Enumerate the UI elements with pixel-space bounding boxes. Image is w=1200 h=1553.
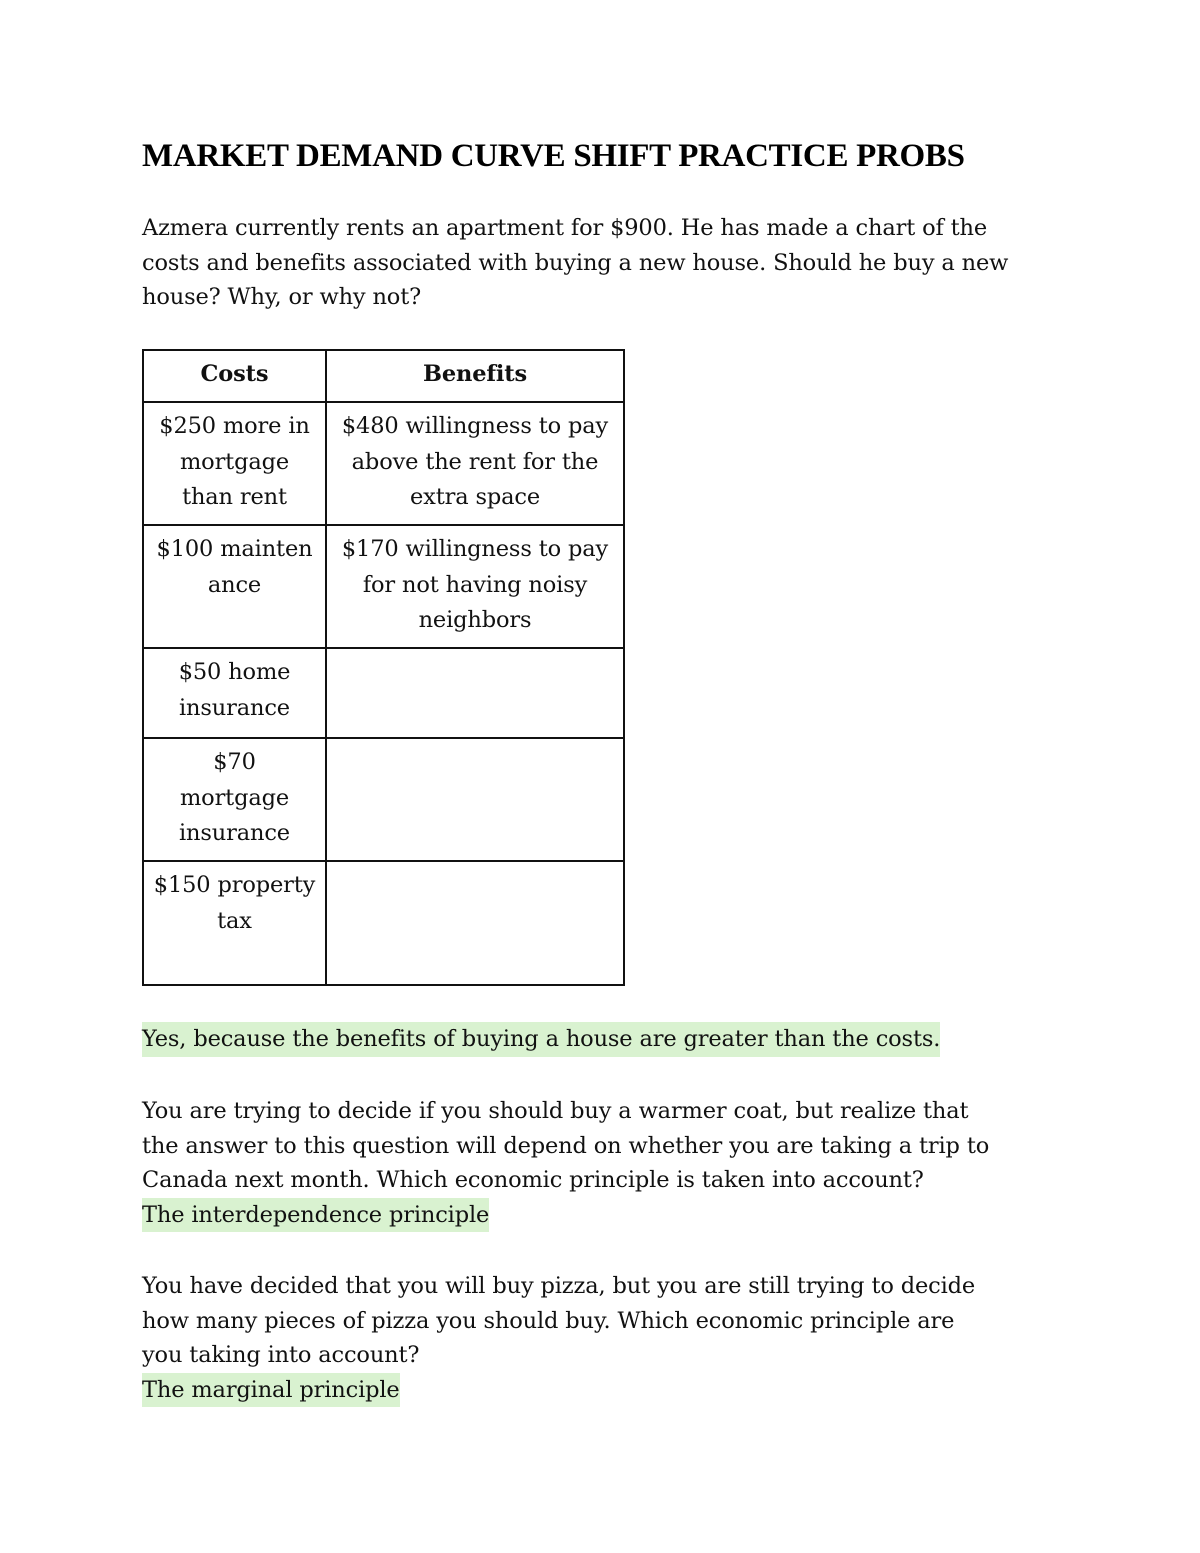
benefit-cell: $480 willingness to pay above the rent for the extra space: [326, 402, 624, 525]
cost-cell: $100 maintenance: [143, 525, 326, 648]
table-row: [143, 648, 624, 738]
cost-cell: $70 mortgage insurance: [143, 738, 326, 861]
table-row: [143, 525, 624, 648]
cost-cell: $150 property tax: [143, 861, 326, 985]
page-title: MARKET DEMAND CURVE SHIFT PRACTICE PROBS: [142, 138, 965, 174]
answer-1-highlight: Yes, because the benefits of buying a house are greater than the costs.: [142, 1022, 940, 1057]
answer-3-highlight: The marginal principle: [142, 1373, 400, 1408]
question-1-line: house? Why, or why not?: [142, 284, 422, 310]
question-3-line: how many pieces of pizza you should buy. Which economic principle are: [142, 1307, 955, 1334]
answer-1: [142, 1022, 1067, 1057]
cost-cell: $250 more in mortgage than rent: [143, 402, 326, 525]
costs-benefits-table: [142, 349, 625, 986]
question-1: [142, 211, 1067, 315]
table-row: [143, 861, 624, 985]
benefit-cell: [326, 861, 624, 985]
costs-header: Costs: [143, 350, 326, 402]
question-2-line: You are trying to decide if you should buy a warmer coat, but realize that: [142, 1098, 969, 1124]
question-1-line: Azmera currently rents an apartment for $900. He has made a chart of the: [142, 215, 988, 241]
table-row: [143, 402, 624, 525]
cost-cell: $50 home insurance: [143, 648, 326, 738]
question-1-line: costs and benefits associated with buying a new house. Should he buy a new: [142, 249, 1009, 276]
question-2-line: Canada next month. Which economic principle is taken into account?: [142, 1167, 924, 1193]
question-2-line: the answer to this question will depend on whether you are taking a trip to: [142, 1132, 990, 1159]
benefit-cell: $170 willingness to pay for not having noisy neighbors: [326, 525, 624, 648]
benefit-cell: [326, 738, 624, 861]
benefit-cell: [326, 648, 624, 738]
question-3: [142, 1269, 1067, 1407]
answer-2-highlight: The interdependence principle: [142, 1198, 489, 1233]
question-3-line: You have decided that you will buy pizza, but you are still trying to decide: [142, 1273, 976, 1299]
table-row: [143, 738, 624, 861]
question-3-line: you taking into account?: [142, 1342, 420, 1368]
table-header-row: [143, 350, 624, 402]
question-2: [142, 1094, 1067, 1232]
benefits-header: Benefits: [326, 350, 624, 402]
